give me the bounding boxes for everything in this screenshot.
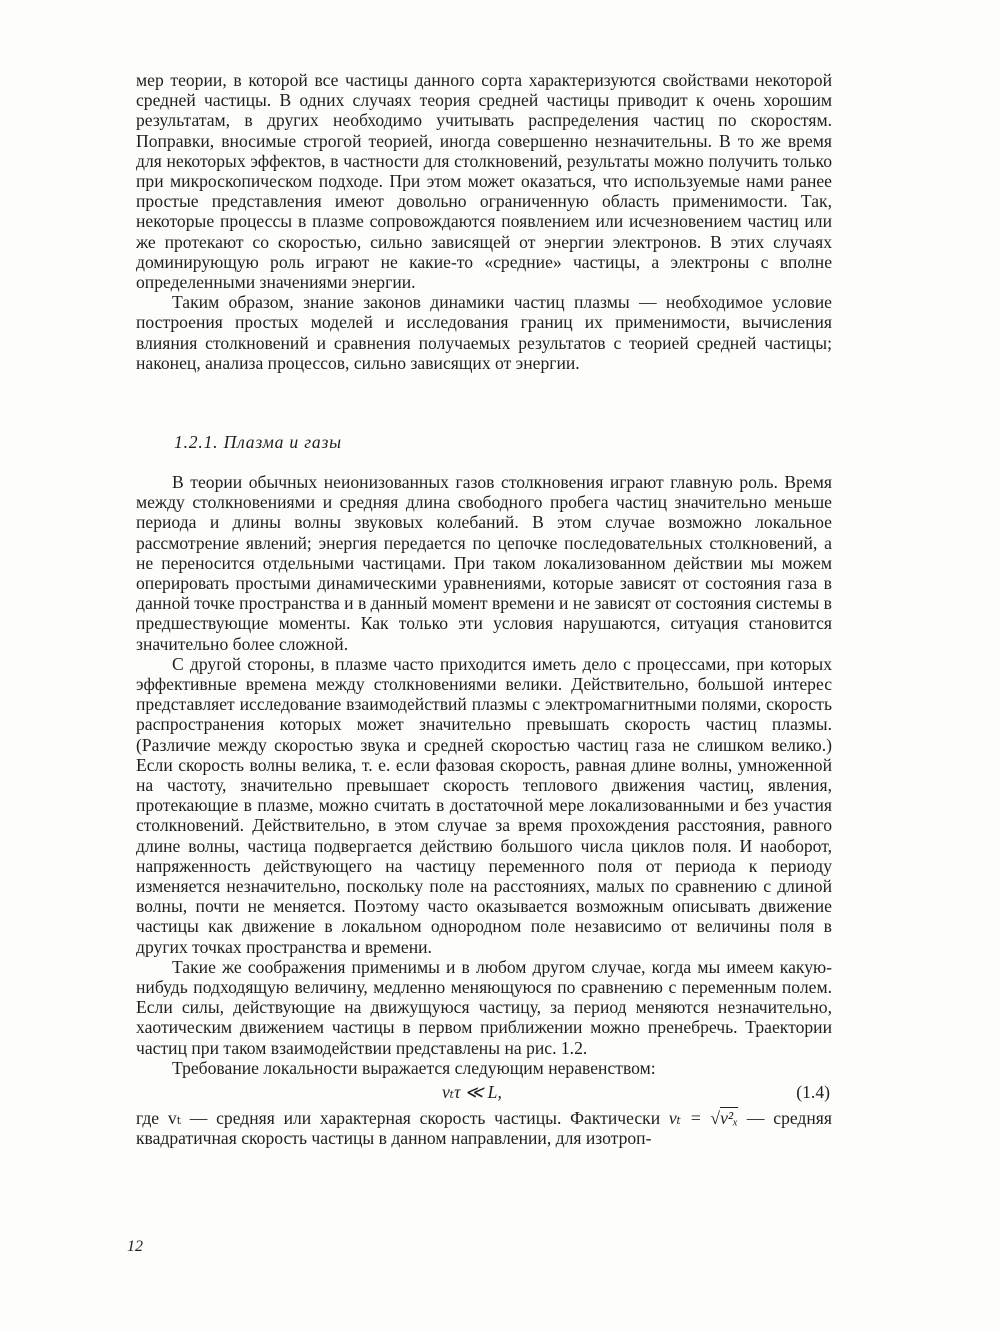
equation-row [136, 1080, 832, 1106]
paragraph: мер теории, в которой все частицы данного сорта характеризуются свойствами некоторой средней частицы. В одних случаях теория средней частицы приводит к очень хорошим результатам, в других необходимо учитывать распределения частиц по скоростям. Поправки, вносимые строгой теорией, иногда совершенно незначительны. В то же время для некоторых эффектов, в частности для столкновений, результаты можно получить только при микроскопическом подходе. При этом может оказаться, что используемые нами ранее простые представления имеют довольно ограниченную область применимости. Так, некоторые процессы в плазме сопровождаются появлением или исчезновением частиц или же протекают со скоростью, сильно зависящей от энергии электронов. В этих случаях доминирующую роль играют не какие-то «средние» частицы, а электроны с вполне определенными значениями энергии. [136, 70, 832, 293]
math-lhs: vₜ = √ [668, 1108, 721, 1129]
page-number: 12 [127, 1238, 143, 1255]
equation-formula: vₜτ ≪ L, [442, 1082, 502, 1103]
bottom-text-after: — средняя квадратичная скорость частицы в данном направлении, для изотроп- [136, 1108, 832, 1149]
math-radicand: v²ₓ [720, 1108, 739, 1129]
equation-number: (1.4) [796, 1082, 830, 1103]
paragraph: В теории обычных неионизованных газов столкновения играют главную роль. Время между столкновениями и средняя длина свободного пробега частиц значительно меньше периода и длины волны звуковых колебаний. В этом случае возможно локальное рассмотрение явлений; энергия передается по цепочке последовательных столкновений, а не переносится отдельными частицами. При таком локализованном действии мы можем оперировать простыми динамическими уравнениями, которые зависят от состояния газа в данной точке пространства и в данный момент времени и не зависят от состояния системы в предшествующие моменты. Как только эти условия нарушаются, ситуация становится значительно более сложной. [136, 472, 832, 654]
paragraph-bottom [136, 1108, 832, 1148]
paragraph: Таким образом, знание законов динамики частиц плазмы — необходимое условие построения простых моделей и исследования границ их применимости, вычисления влияния столкновений и сравнения получаемых результатов с теорией средней частицы; наконец, анализа процессов, сильно зависящих от энергии. [136, 292, 832, 373]
paragraph: Требование локальности выражается следующим неравенством: [172, 1057, 656, 1078]
top-text-block [136, 70, 832, 373]
paragraph: С другой стороны, в плазме часто приходится иметь дело с процессами, при которых эффективные времена между столкновениями велики. Действительно, большой интерес представляет исследование взаимодействий плазмы с электромагнитными полями, скорость распространения которых может значительно превышать скорость частиц плазмы. (Различие между скоростью звука и средней скоростью частиц газа не слишком велико.) Если скорость волны велика, т. е. если фазовая скорость, равная длине волны, умноженной на частоту, значительно превышает скорость теплового движения частиц, явления, протекающие в плазме, можно считать в достаточной мере локализованными и без участия столкновений. Действительно, в этом случае за время прохождения расстояния, равного длине волны, частица подвергается действию большого числа циклов поля. И наоборот, напряженность действующего на частицу переменного поля от периода к периоду изменяется незначительно, поскольку поле на расстояниях, малых по сравнению с длиной волны, почти не меняется. Поэтому часто оказывается возможным описывать движение частицы как движение в локальном однородном поле независимо от величины поля в других точках пространства и времени. [136, 653, 832, 957]
section-heading: 1.2.1. Плазма и газы [174, 432, 342, 452]
main-text-block [136, 472, 832, 1149]
paragraph: Такие же соображения применимы и в любом другом случае, когда мы имеем какую-нибудь подходящую величину, медленно меняющуюся по сравнению с переменным полем. Если силы, действующие на движущуюся частицу, за период меняются незначительно, хаотическим движением частицы в первом приближении можно пренебречь. Траектории частиц при таком взаимодействии представлены на рис. 1.2. [136, 956, 832, 1058]
bottom-text-before: где vₜ — средняя или характерная скорость частицы. Фактически [136, 1108, 669, 1129]
sqrt-expression [669, 1108, 738, 1128]
